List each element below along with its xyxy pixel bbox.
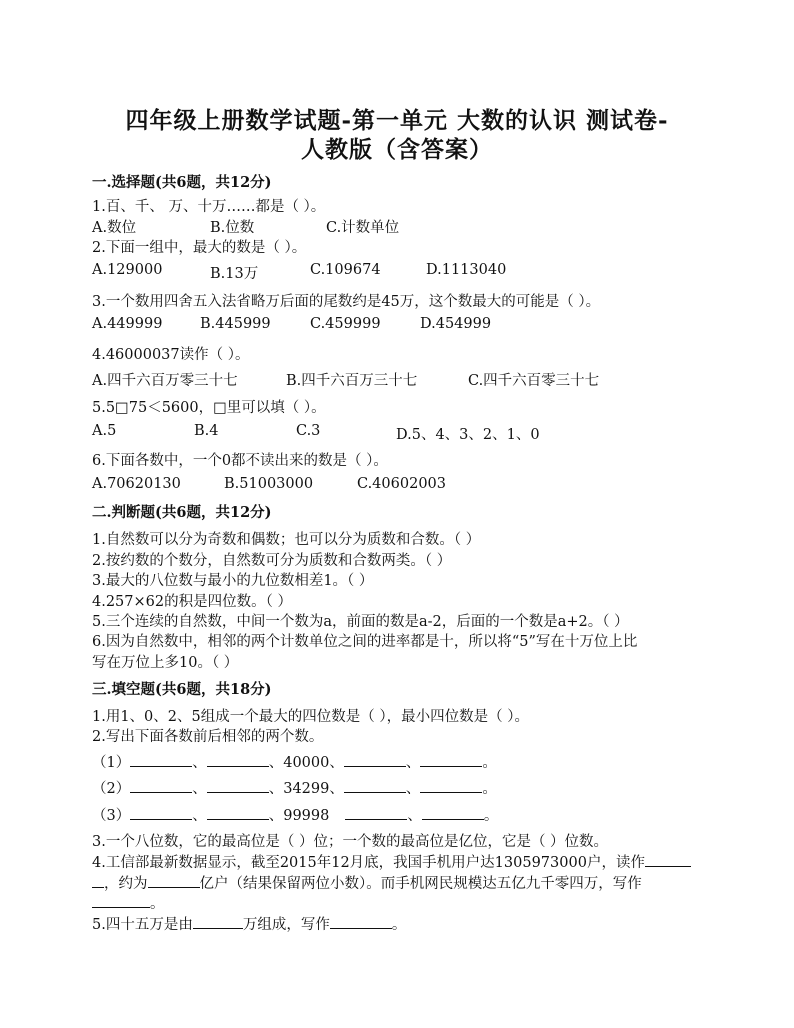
option-b: B.4 xyxy=(194,423,219,439)
separator: 、 xyxy=(268,781,284,797)
title-line-1: 四年级上册数学试题-第一单元 大数的认识 测试卷- xyxy=(125,107,669,134)
fill-question-continued xyxy=(92,872,642,893)
options-row xyxy=(92,316,692,336)
option-c: C.40602003 xyxy=(357,476,446,492)
question-text: 万组成，写作 xyxy=(242,917,330,933)
answer-blank[interactable] xyxy=(420,778,482,793)
option-c: C.计数单位 xyxy=(326,220,400,236)
neighbor-row xyxy=(92,777,497,798)
answer-blank[interactable] xyxy=(207,805,269,820)
answer-blank[interactable] xyxy=(92,873,104,888)
judgement-item: 6.因为自然数中，相邻的两个计数单位之间的进率都是十，所以将“5”写在十万位上比 xyxy=(92,634,638,650)
answer-blank[interactable] xyxy=(207,778,269,793)
answer-blank[interactable] xyxy=(148,873,200,888)
option-b: B.四千六百万三十七 xyxy=(286,373,418,389)
question-stem: 6.下面各数中，一个0都不读出来的数是（ ）。 xyxy=(92,453,388,469)
separator: 、 xyxy=(192,781,207,797)
answer-blank[interactable] xyxy=(344,752,406,767)
option-c: C.459999 xyxy=(310,316,381,332)
options-row xyxy=(92,216,692,236)
end-mark: 。 xyxy=(150,896,165,912)
answer-blank[interactable] xyxy=(207,752,269,767)
fill-question: 3.一个八位数，它的最高位是（ ）位；一个数的最高位是亿位，它是（ ）位数。 xyxy=(92,834,609,850)
question-text: 4.工信部最新数据显示，截至2015年12月底，我国手机用户达1305973000户，读作 xyxy=(92,855,645,871)
neighbor-row xyxy=(92,804,498,825)
end-mark: 。 xyxy=(482,755,497,771)
end-mark: 。 xyxy=(483,808,499,824)
option-d: D.5、4、3、2、1、0 xyxy=(396,427,540,443)
separator: 、 xyxy=(407,808,422,824)
judgement-item: 3.最大的八位数与最小的九位数相差1。（ ） xyxy=(92,573,374,589)
option-b: B.51003000 xyxy=(224,476,314,492)
answer-blank[interactable] xyxy=(130,778,192,793)
given-number: 34299 xyxy=(283,781,330,797)
fill-question xyxy=(92,851,691,872)
question-text: 亿户（结果保留两位小数）。而手机网民规模达五亿九千零四万，写作 xyxy=(199,876,642,892)
option-a: A.449999 xyxy=(92,316,163,332)
answer-blank[interactable] xyxy=(330,914,392,929)
option-c: C.109674 xyxy=(310,262,381,278)
option-c: C.3 xyxy=(296,423,321,439)
judgement-item: 5.三个连续的自然数，中间一个数为a，前面的数是a-2，后面的一个数是a+2。（ ） xyxy=(92,614,629,630)
answer-blank[interactable] xyxy=(345,805,407,820)
option-a: A.数位 xyxy=(92,220,137,236)
option-b: B.位数 xyxy=(210,220,255,236)
end-mark: 。 xyxy=(482,781,497,797)
answer-blank[interactable] xyxy=(344,778,406,793)
section-heading-fill: 三.填空题(共6题，共18分) xyxy=(92,681,272,698)
judgement-item-continued: 写在万位上多10。（ ） xyxy=(92,655,239,671)
judgement-item: 2.按约数的个数分，自然数可分为质数和合数两类。（ ） xyxy=(92,553,452,569)
separator: 、 xyxy=(405,781,421,797)
answer-blank[interactable] xyxy=(130,752,192,767)
end-mark: 。 xyxy=(391,917,407,933)
question-text: 5.四十五万是由 xyxy=(92,917,193,933)
fill-question-continued xyxy=(92,892,165,913)
options-row xyxy=(92,369,692,389)
option-d: D.454999 xyxy=(420,316,492,332)
question-stem: 1.百、千、 万、十万……都是（ ）。 xyxy=(92,199,326,215)
option-a: A.70620130 xyxy=(92,476,181,492)
separator: 、 xyxy=(329,755,344,771)
fill-question: 1.用1、0、2、5组成一个最大的四位数是（ ），最小四位数是（ ）。 xyxy=(92,709,529,725)
question-stem: 3.一个数用四舍五入法省略万后面的尾数约是45万，这个数最大的可能是（ ）。 xyxy=(92,294,601,310)
question-text: ，约为 xyxy=(104,876,148,892)
separator: 、 xyxy=(192,755,207,771)
row-label: （2） xyxy=(92,781,131,797)
question-stem: 2.下面一组中，最大的数是（ ）。 xyxy=(92,240,307,256)
separator: 、 xyxy=(192,808,207,824)
section-heading-choice: 一.选择题(共6题，共12分) xyxy=(92,174,272,191)
answer-blank[interactable] xyxy=(645,852,691,867)
neighbor-row xyxy=(92,751,497,772)
option-b: B.445999 xyxy=(200,316,271,332)
given-number: 99998 xyxy=(283,808,330,824)
row-label: （1） xyxy=(92,755,131,771)
section-heading-judgement: 二.判断题(共6题，共12分) xyxy=(92,504,272,521)
separator: 、 xyxy=(268,808,284,824)
option-c: C.四千六百零三十七 xyxy=(468,373,600,389)
option-a: A.5 xyxy=(92,423,117,439)
answer-blank[interactable] xyxy=(422,805,484,820)
answer-blank[interactable] xyxy=(193,914,243,929)
given-number: 40000 xyxy=(283,755,330,771)
separator: 、 xyxy=(329,781,344,797)
row-label: （3） xyxy=(92,808,131,824)
fill-question xyxy=(92,913,406,934)
separator: 、 xyxy=(405,755,421,771)
answer-blank[interactable] xyxy=(92,893,150,908)
fill-question: 2.写出下面各数前后相邻的两个数。 xyxy=(92,729,324,745)
question-stem: 5.5□75＜5600，□里可以填（ ）。 xyxy=(92,400,326,416)
options-row xyxy=(92,423,692,443)
judgement-item: 1.自然数可以分为奇数和偶数；也可以分为质数和合数。（ ） xyxy=(92,532,481,548)
option-b: B.13万 xyxy=(210,266,259,282)
options-row xyxy=(92,262,692,282)
answer-blank[interactable] xyxy=(420,752,482,767)
option-d: D.1113040 xyxy=(426,262,507,278)
title-line-2: 人教版（含答案） xyxy=(301,136,493,163)
option-a: A.四千六百万零三十七 xyxy=(92,373,238,389)
question-stem: 4.46000037读作（ ）。 xyxy=(92,347,250,363)
separator: 、 xyxy=(268,755,284,771)
judgement-item: 4.257×62的积是四位数。（ ） xyxy=(92,594,292,610)
option-a: A.129000 xyxy=(92,262,163,278)
answer-blank[interactable] xyxy=(130,805,192,820)
options-row xyxy=(92,476,692,496)
